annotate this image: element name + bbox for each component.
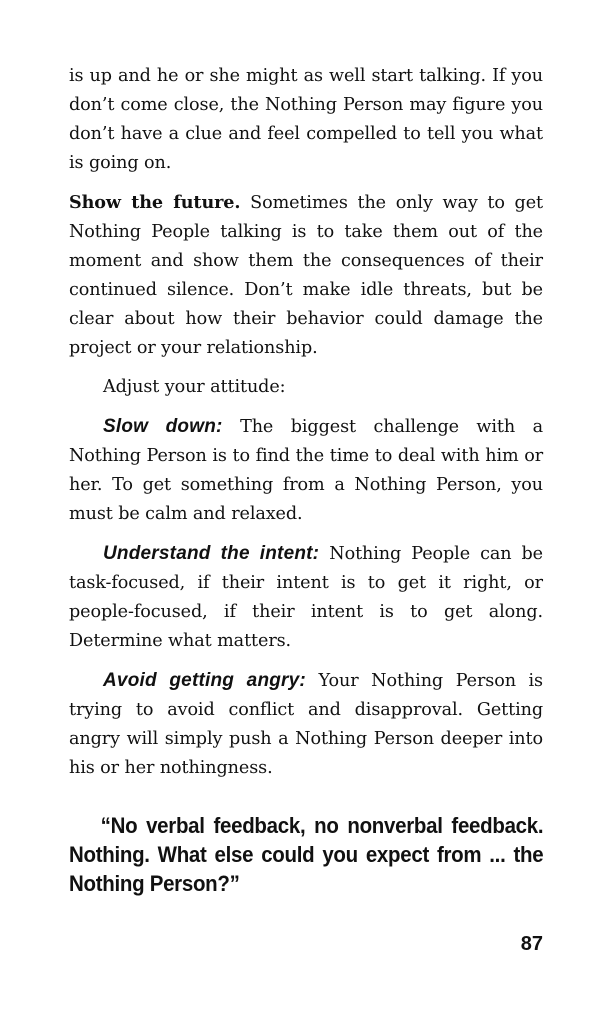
paragraph-text-avoid-angry: Your Nothing Person is trying to avoid conflict and disapproval. Getting angry will simply push a Nothing Person deeper into his or her nothingness. [69,671,543,778]
paragraph-continuation: is up and he or she might as well start talking. If you don’t come close, the Nothing Person may figure you don’t have a clue and feel compelled to tell you what is going on. [69,66,543,173]
paragraph-show-the-future [69,188,543,363]
paragraph-lead-understand-intent: Understand the intent: [103,543,320,564]
paragraph-lead-show-the-future: Show the future. [69,192,241,213]
paragraph-text-slow-down: The biggest challenge with a Nothing Person is to find the time to deal with him or her. To get something from a Nothing Person, you must be calm and relaxed. [69,417,544,524]
paragraph-text-show-the-future: Sometimes the only way to get Nothing People talking is to take them out of the moment and show them the consequences of their continued silence. Don’t make idle threats, but be clear about how their behavior could damage the project or your relationship. [69,193,543,358]
page-body [69,62,543,898]
paragraph-lead-avoid-angry: Avoid getting angry: [103,670,306,691]
paragraph-lead-slow-down: Slow down: [103,416,223,437]
pull-quote: “No verbal feedback, no nonverbal feedback. Nothing. What else could you expect from ... the Nothing Person?” [69,813,544,896]
paragraph-avoid-angry [69,666,543,783]
paragraph-slow-down [69,412,543,529]
paragraph-adjust-attitude: Adjust your attitude: [103,377,286,397]
page-number: 87 [520,933,543,955]
paragraph-text-understand-intent: Nothing People can be task-focused, if their intent is to get it right, or people-focused, if their intent is to get along. Determine what matters. [69,544,543,651]
paragraph-understand-intent [69,539,543,656]
